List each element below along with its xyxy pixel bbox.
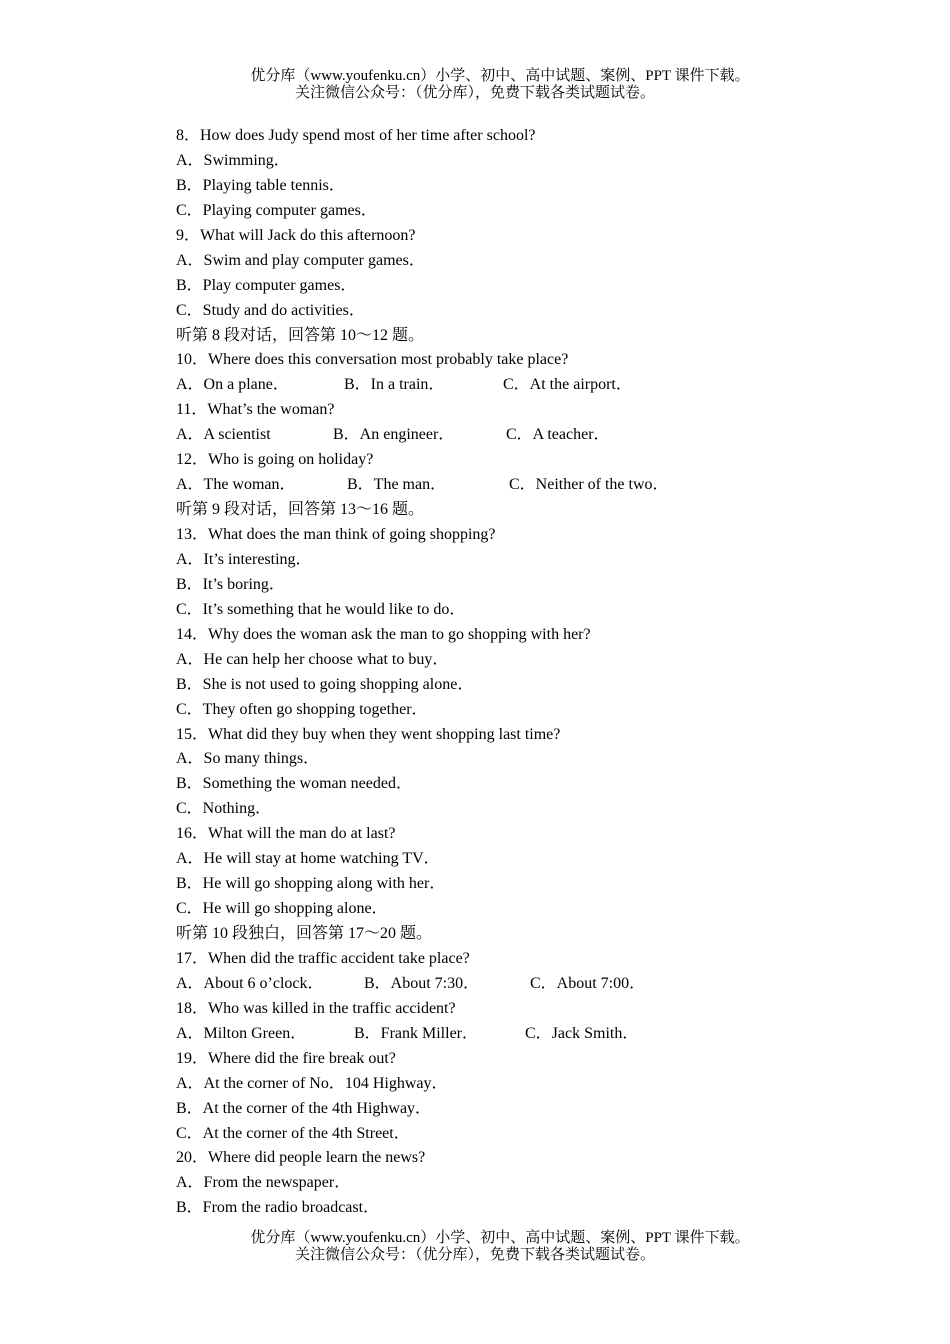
question-18-option-a: A．Milton Green． (176, 1024, 307, 1042)
question-12-option-c: C．Neither of the two． (509, 476, 669, 494)
question-12-option-a: A．The woman． (176, 476, 296, 494)
question-14-option-c: C．They often go shopping together． (176, 700, 428, 718)
question-13-option-a: A．It’s interesting． (176, 550, 312, 568)
question-11-option-c: C．A teacher． (506, 426, 610, 444)
page-footer (0, 1230, 950, 1264)
question-15-option-c: C．Nothing． (176, 800, 272, 818)
question-18-options (176, 1022, 776, 1047)
question-19-option-c: C．At the corner of the 4th Street． (176, 1124, 410, 1142)
question-15-stem: 15．What did they buy when they went shopping last time? (176, 725, 561, 743)
question-18-option-b: B．Frank Miller． (354, 1024, 478, 1042)
question-17-option-c: C．About 7:00． (530, 974, 646, 992)
question-20-stem: 20．Where did people learn the news? (176, 1149, 426, 1167)
question-10-options (176, 373, 776, 398)
question-8-option-a: A．Swimming． (176, 151, 290, 169)
question-19-option-a: A．At the corner of No．104 Highway． (176, 1074, 448, 1092)
question-16-option-a: A．He will stay at home watching TV． (176, 850, 440, 868)
section-8-instruction: 听第 8 段对话，回答第 10～12 题。 (176, 326, 425, 344)
question-9-stem: 9．What will Jack do this afternoon? (176, 226, 416, 244)
question-12-stem: 12．Who is going on holiday? (176, 451, 374, 469)
question-17-option-b: B．About 7:30． (364, 974, 480, 992)
question-16-stem: 16．What will the man do at last? (176, 825, 396, 843)
question-9-option-b: B．Play computer games． (176, 276, 357, 294)
question-14-stem: 14．Why does the woman ask the man to go shopping with her? (176, 625, 591, 643)
question-13-option-b: B．It’s boring． (176, 575, 285, 593)
section-9-instruction: 听第 9 段对话，回答第 13～16 题。 (176, 501, 425, 519)
question-17-options (176, 972, 776, 997)
question-18-option-c: C．Jack Smith． (525, 1024, 639, 1042)
page-header (0, 68, 950, 102)
question-16-option-b: B．He will go shopping along with her． (176, 875, 446, 893)
question-12-option-b: B．The man． (347, 476, 447, 494)
question-8-option-b: B．Playing table tennis． (176, 176, 345, 194)
question-8-stem: 8．How does Judy spend most of her time after school? (176, 127, 536, 144)
question-10-stem: 10．Where does this conversation most probably take place? (176, 351, 569, 369)
question-20-option-b: B．From the radio broadcast． (176, 1199, 380, 1217)
question-18-stem: 18．Who was killed in the traffic accident? (176, 999, 456, 1017)
question-9-option-c: C．Study and do activities． (176, 301, 365, 319)
question-13-stem: 13．What does the man think of going shopping? (176, 526, 496, 543)
question-13-option-c: C．It’s something that he would like to do． (176, 600, 466, 618)
section-10-instruction: 听第 10 段独白，回答第 17～20 题。 (176, 925, 433, 942)
question-14-option-b: B．She is not used to going shopping alone． (176, 675, 474, 693)
question-17-stem: 17．When did the traffic accident take place? (176, 949, 470, 967)
question-11-options (176, 423, 776, 448)
question-9-option-a: A．Swim and play computer games． (176, 251, 425, 269)
question-list (176, 124, 776, 1221)
footer-line-2: 关注微信公众号：（优分库），免费下载各类试题试卷。 (294, 1247, 655, 1263)
question-20-option-a: A．From the newspaper． (176, 1174, 351, 1192)
question-19-option-b: B．At the corner of the 4th Highway． (176, 1099, 432, 1117)
question-11-stem: 11．What’s the woman? (176, 401, 335, 419)
question-8-option-c: C．Playing computer games． (176, 201, 377, 219)
question-10-option-c: C．At the airport． (503, 376, 632, 394)
footer-line-1: 优分库（www.youfenku.cn）小学、初中、高中试题、案例、PPT 课件下载。 (250, 1230, 750, 1246)
question-10-option-b: B．In a train． (344, 376, 445, 394)
question-14-option-a: A．He can help her choose what to buy． (176, 650, 449, 668)
header-line-1: 优分库（www.youfenku.cn）小学、初中、高中试题、案例、PPT 课件下载。 (250, 68, 750, 84)
question-15-option-b: B．Something the woman needed． (176, 775, 412, 793)
question-17-option-a: A．About 6 o’clock． (176, 974, 324, 992)
question-16-option-c: C．He will go shopping alone． (176, 900, 388, 918)
question-15-option-a: A．So many things． (176, 750, 320, 768)
question-10-option-a: A．On a plane． (176, 376, 289, 394)
header-line-2: 关注微信公众号：（优分库），免费下载各类试题试卷。 (294, 85, 655, 101)
question-12-options (176, 473, 776, 498)
question-11-option-a: A．A scientist (176, 426, 271, 444)
question-19-stem: 19．Where did the fire break out? (176, 1049, 396, 1067)
question-11-option-b: B．An engineer． (333, 426, 455, 444)
